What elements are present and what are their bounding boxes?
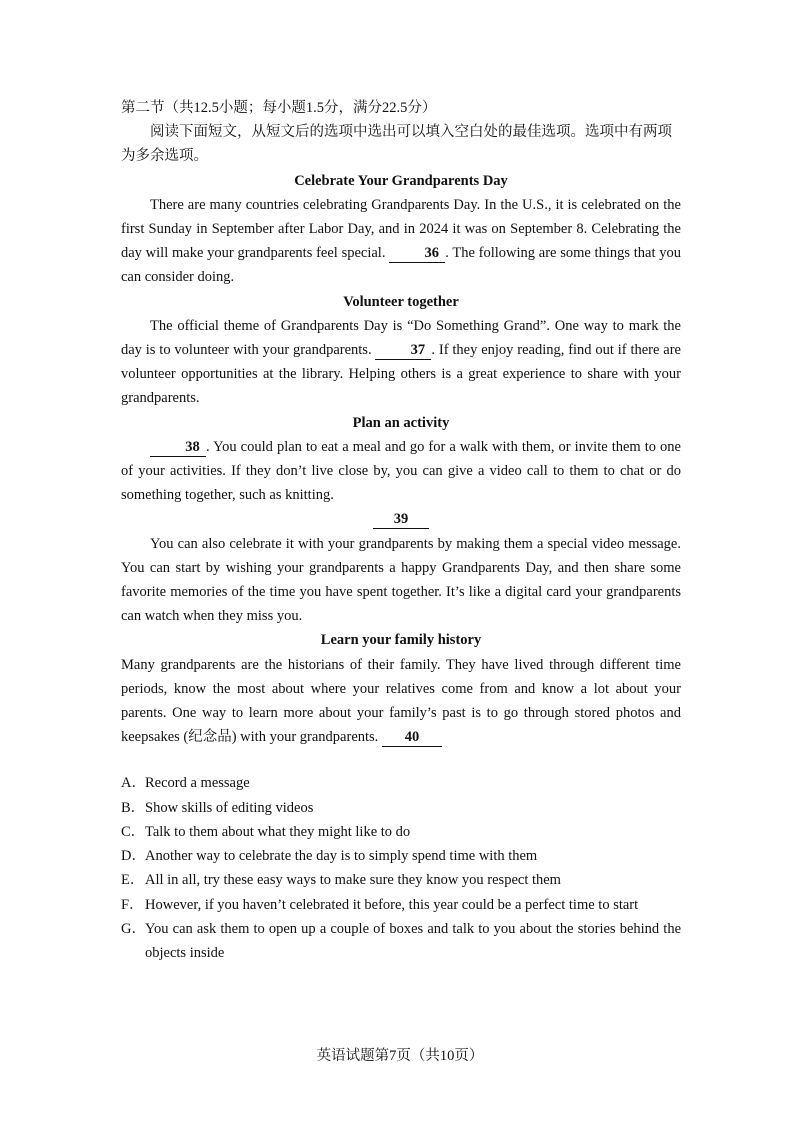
plan-heading: Plan an activity	[352, 414, 450, 431]
history-paragraph	[121, 653, 681, 750]
option-b	[121, 796, 681, 820]
option-letter: E．	[121, 872, 145, 889]
intro-paragraph	[121, 193, 681, 290]
volunteer-text-2: . If they enjoy reading, find out if there are volunteer opportunities at the library. Helping others is a great experience to share with your grandparents.	[121, 342, 681, 407]
section-instruction: 阅读下面短文，从短文后的选项中选出可以填入空白处的最佳选项。选项中有两项为多余选项。	[121, 124, 672, 165]
option-letter: G．	[121, 920, 146, 937]
option-text: However, if you haven’t celebrated it before, this year could be a perfect time to start	[145, 896, 639, 913]
option-text: Talk to them about what they might like to do	[145, 823, 411, 840]
section-heading: 第二节（共12.5小题；每小题1.5分，满分22.5分）	[121, 100, 437, 116]
option-a	[121, 771, 681, 795]
plan-text: . You could plan to eat a meal and go for a walk with them, or invite them to one of your activities. If they don’t live close by, you can give a video call to them to chat or do something together, such as knitting.	[121, 438, 681, 504]
options-list	[121, 771, 681, 965]
volunteer-paragraph	[121, 314, 681, 411]
plan-paragraph	[121, 435, 681, 508]
page-content	[121, 96, 681, 965]
page-footer: 英语试题第7页（共10页）	[316, 1048, 484, 1064]
history-heading: Learn your family history	[320, 632, 482, 649]
blank-37: 37	[375, 341, 431, 360]
option-g	[121, 917, 681, 965]
option-letter: A．	[121, 775, 146, 792]
option-c	[121, 820, 681, 844]
option-text: You can ask them to open up a couple of boxes and talk to you about the stories behind the objects inside	[145, 920, 681, 961]
intro-text-2: . The following are some things that you can consider doing.	[121, 245, 682, 286]
option-e	[121, 868, 681, 892]
option-text: All in all, try these easy ways to make sure they know you respect them	[145, 872, 561, 889]
intro-text-1: There are many countries celebrating Grandparents Day. In the U.S., it is celebrated on the first Sunday in September after Labor Day, and in 2024 it was on September 8. Celebrating the day will make your grandparents feel special.	[121, 196, 681, 262]
volunteer-text-1: The official theme of Grandparents Day is “Do Something Grand”. One way to mark the day is to volunteer with your grandparents.	[121, 317, 681, 359]
blank-39-line	[121, 507, 681, 531]
blank-36: 36	[389, 244, 445, 263]
option-letter: C．	[121, 823, 146, 840]
option-letter: B．	[121, 799, 146, 816]
option-letter: F．	[121, 896, 144, 913]
option-text: Show skills of editing videos	[145, 799, 314, 816]
blank-38: 38	[150, 438, 206, 457]
option-d	[121, 844, 681, 868]
option-text: Record a message	[145, 775, 250, 792]
option-letter: D．	[121, 848, 146, 865]
article-title: Celebrate Your Grandparents Day	[294, 172, 508, 189]
blank-40: 40	[382, 728, 442, 747]
volunteer-heading: Volunteer together	[343, 293, 459, 310]
option-text: Another way to celebrate the day is to simply spend time with them	[145, 848, 538, 865]
history-text: Many grandparents are the historians of their family. They have lived through different time periods, know the most about where your relatives come from and know a lot about your parents. One way to learn more about your family’s past is to go through stored photos and keepsakes (纪念品) with your grandparents.	[121, 656, 681, 746]
option-f	[121, 893, 681, 917]
video-paragraph: You can also celebrate it with your grandparents by making them a special video message. You can start by wishing your grandparents a happy Grandparents Day, and then share some favorite memories of the time you have spent together. It’s like a digital card your grandparents can watch when they miss you.	[121, 535, 681, 625]
blank-39: 39	[373, 510, 429, 529]
